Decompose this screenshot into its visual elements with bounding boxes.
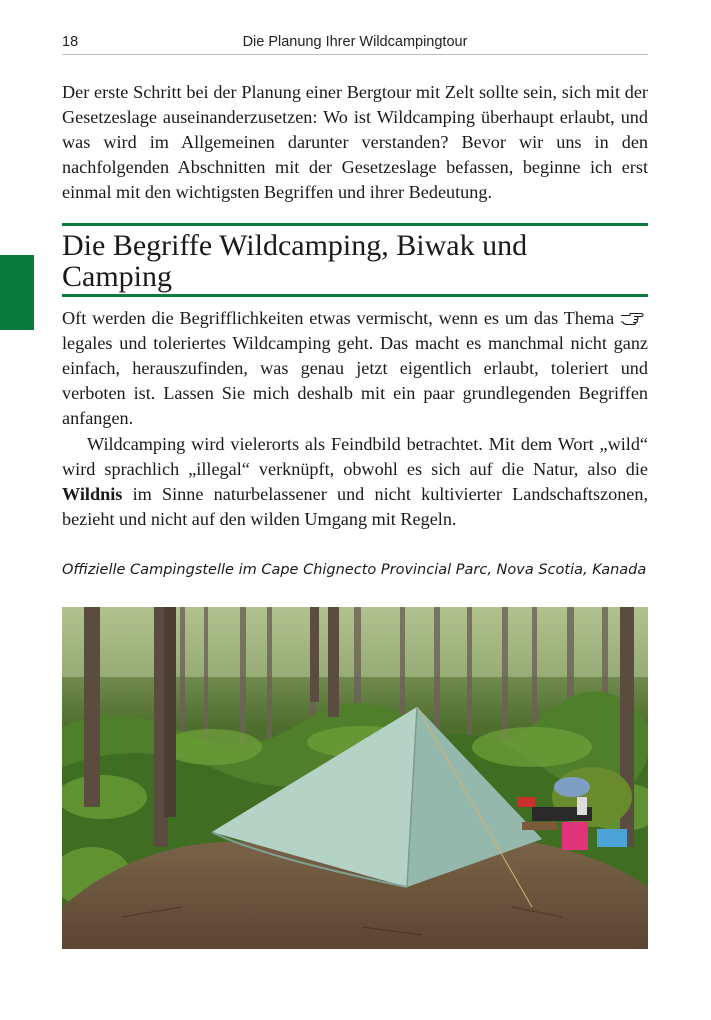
heading-rule-bottom <box>62 294 648 297</box>
paragraph2-text-start: Wildcamping wird vielerorts als Feindbild betrachtet. Mit dem Wort „wild“ wird sprachlich „illegal“ verknüpft, obwohl es sich auf die Natur, also die <box>62 434 648 479</box>
chapter-thumb-tab <box>0 255 34 330</box>
paragraph2-text-end: im Sinne naturbelassener und nicht kultivierter Landschaftszonen, bezieht und nicht auf den wilden Umgang mit Regeln. <box>62 484 648 529</box>
paragraph1-text-after: legales und toleriertes Wildcamping geht. Das macht es manchmal nicht ganz einfach, herauszufinden, was genau jetzt eigentlich erlaubt, toleriert und verboten ist. Lassen Sie mich deshalb mit ein paar grundlegenden Begriffen anfangen. <box>62 333 648 428</box>
page-header <box>62 34 648 55</box>
campsite-photo <box>62 607 648 949</box>
running-title: Die Planung Ihrer Wildcampingtour <box>242 34 468 50</box>
section-heading-line2: Camping <box>62 260 172 293</box>
section-heading <box>62 230 648 292</box>
pointing-hand-icon <box>620 311 644 325</box>
section-heading-line1: Die Begriffe Wildcamping, Biwak und <box>62 229 528 262</box>
figure-caption: Offizielle Campingstelle im Cape Chignecto Provincial Parc, Nova Scotia, Kanada <box>62 562 647 578</box>
heading-rule-top <box>62 223 648 226</box>
intro-paragraph: Der erste Schritt bei der Planung einer Bergtour mit Zelt sollte sein, sich mit der Gesetzeslage auseinanderzusetzen: Wo ist Wildcamping überhaupt erlaubt, und was wird im Allgemeinen darunter verstanden? Bevor wir uns in den nachfolgenden Abschnitten mit der Gesetzeslage befassen, beginne ich erst einmal mit den wichtigsten Begriffen und ihrer Bedeutung. <box>62 82 648 202</box>
section-paragraph-1 <box>62 306 648 431</box>
section-paragraph-2 <box>62 432 648 532</box>
page-number: 18 <box>62 34 79 50</box>
paragraph1-text-before: Oft werden die Begrifflichkeiten etwas vermischt, wenn es um das Thema <box>62 308 615 328</box>
bold-term-wildnis: Wildnis <box>62 484 123 504</box>
